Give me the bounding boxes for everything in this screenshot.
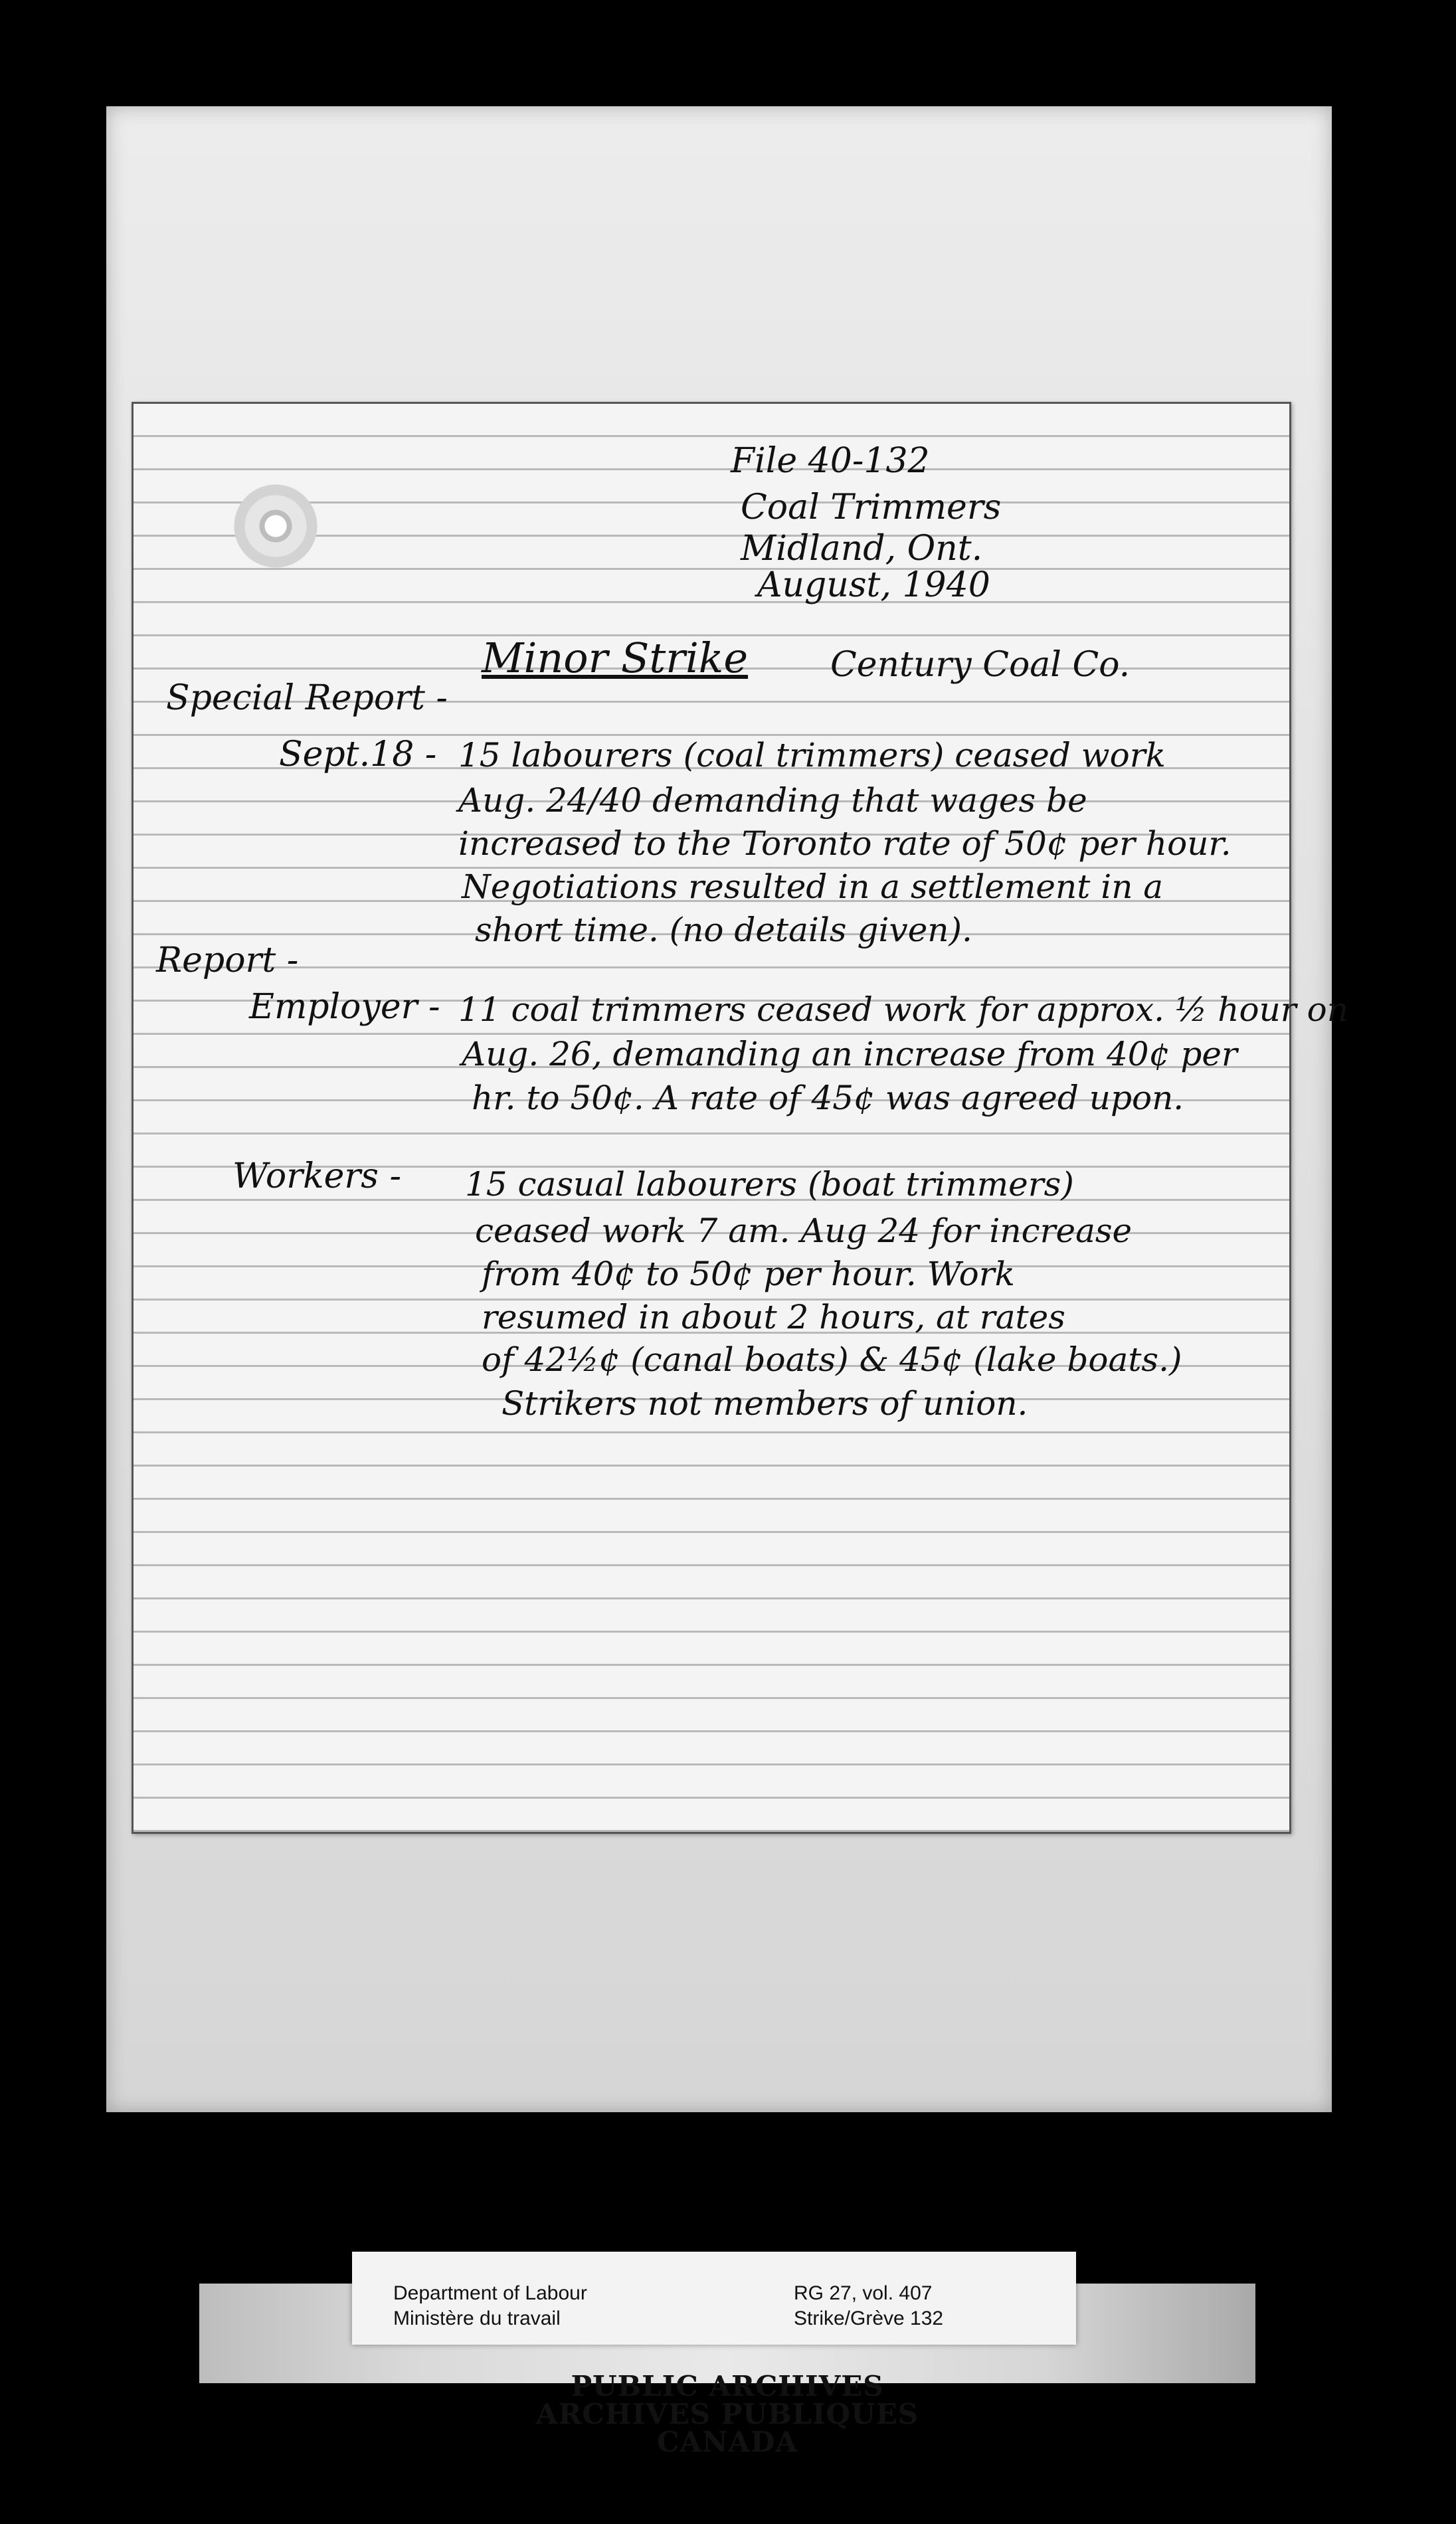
employer-label: Employer - <box>249 987 440 1027</box>
report-title: Minor Strike <box>482 634 749 682</box>
workers-line: of 42½¢ (canal boats) & 45¢ (lake boats.) <box>482 1340 1182 1379</box>
workers-line: resumed in about 2 hours, at rates <box>482 1298 1065 1336</box>
stamp-line: PUBLIC ARCHIVES <box>571 2370 884 2402</box>
special-report-label: Special Report - <box>166 678 448 718</box>
workers-label: Workers - <box>232 1156 402 1196</box>
employer-line: hr. to 50¢. A rate of 45¢ was agreed upon. <box>472 1079 1184 1117</box>
file-subject: Coal Trimmers <box>741 488 1002 527</box>
report-label: Report - <box>156 941 299 980</box>
special-report-line: short time. (no details given). <box>475 911 972 949</box>
special-report-date: Sept.18 - <box>279 735 437 774</box>
employer-line: Aug. 26, demanding an increase from 40¢ per <box>462 1035 1237 1073</box>
file-location: Midland, Ont. <box>741 529 983 569</box>
file-date: August, 1940 <box>757 565 990 605</box>
special-report-line: Negotiations resulted in a settlement in a <box>462 867 1164 906</box>
workers-line: from 40¢ to 50¢ per hour. Work <box>482 1255 1015 1293</box>
file-number: File 40-132 <box>731 441 930 481</box>
archive-reference: RG 27, vol. 407 <box>794 2282 933 2304</box>
dept-english: Department of Labour <box>393 2282 587 2304</box>
strike-number: Strike/Grève 132 <box>794 2307 944 2329</box>
stamp-line: CANADA <box>656 2426 798 2458</box>
workers-line: 15 casual labourers (boat trimmers) <box>465 1165 1074 1204</box>
special-report-line: Aug. 24/40 demanding that wages be <box>458 781 1087 820</box>
employer-line: 11 coal trimmers ceased work for approx. ½ hour on <box>458 990 1348 1029</box>
special-report-line: increased to the Toronto rate of 50¢ per hour. <box>458 824 1231 863</box>
firm-name: Century Coal Co. <box>830 645 1131 685</box>
report-sheet <box>132 402 1291 1834</box>
workers-line: Strikers not members of union. <box>501 1384 1028 1423</box>
special-report-line: 15 labourers (coal trimmers) ceased work <box>458 736 1166 774</box>
dept-french: Ministère du travail <box>393 2307 561 2329</box>
grommet-hole <box>232 483 319 569</box>
workers-line: ceased work 7 am. Aug 24 for increase <box>475 1212 1133 1250</box>
stamp-line: ARCHIVES PUBLIQUES <box>535 2398 919 2430</box>
